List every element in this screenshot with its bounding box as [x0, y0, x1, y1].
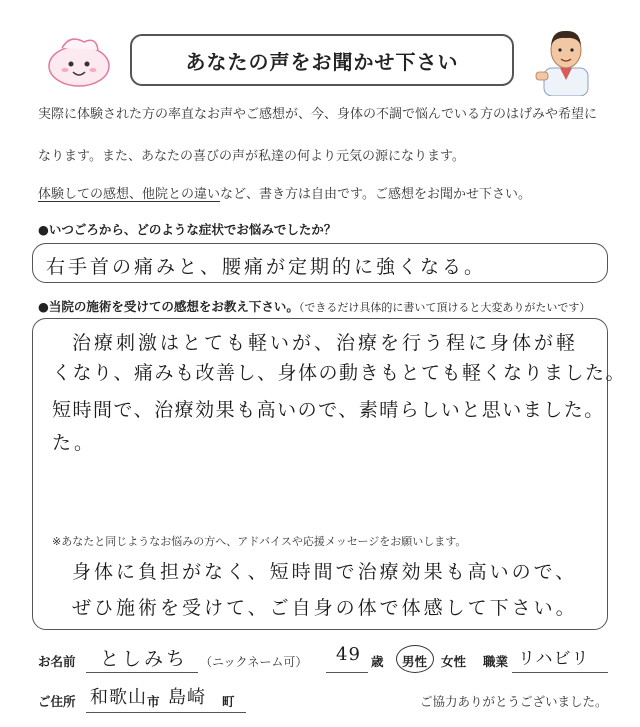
address-underline	[86, 712, 246, 713]
address-city: 和歌山	[90, 687, 147, 708]
thanks-text: ご協力ありがとうございました。	[420, 694, 608, 709]
nickname-note: （ニックネーム可）	[200, 655, 308, 669]
message-line-2: ぜひ施術を受けて、ご自身の体で体感して下さい。	[72, 597, 578, 619]
message-sub-label: ※あなたと同じようなお悩みの方へ、アドバイスや応援メッセージをお願いします。	[52, 535, 467, 548]
intro-line-1: 実際に体験された方の率直なお声やご感想が、今、身体の不調で悩んでいる方のはげみや希望に	[38, 107, 598, 122]
answer-1-text: 右手首の痛みと、腰痛が定期的に強くなる。	[46, 256, 487, 278]
address-town: 島崎	[168, 687, 206, 708]
mascot-illustration	[40, 30, 118, 92]
name-value: としみち	[100, 648, 189, 670]
answer-2-line-3: 短時間で、治療効果も高いので、素晴らしいと思いました。	[52, 399, 605, 421]
page-title: あなたの声をお聞かせ下さい	[130, 34, 514, 86]
job-underline	[512, 672, 608, 673]
answer-2-line-4: た。	[52, 432, 97, 454]
intro-line-2: なります。また、あなたの喜びの声が私達の何より元気の源になります。	[38, 149, 465, 164]
message-line-1: 身体に負担がなく、短時間で治療効果も高いので、	[72, 561, 578, 583]
age-value: 49	[336, 644, 361, 665]
intro-line-3-underlined: 体験しての感想、他院との違い	[38, 187, 221, 202]
doctor-illustration	[534, 22, 598, 96]
age-label: 歳	[371, 654, 384, 669]
address-label: ご住所	[38, 694, 76, 709]
town-suffix: 町	[222, 694, 235, 709]
city-suffix: 市	[147, 694, 160, 709]
name-underline	[86, 672, 198, 673]
gender-male-option: 男性	[402, 654, 428, 669]
gender-female-option: 女性	[441, 654, 467, 669]
intro-line-3	[38, 183, 531, 202]
intro-line-3-rest: など、書き方は自由です。ご感想をお聞かせ下さい。	[220, 187, 531, 202]
question-1-label: ●いつごろから、どのような症状でお悩みでしたか？	[38, 222, 337, 237]
age-underline	[326, 672, 368, 673]
job-label: 職業	[483, 654, 509, 669]
name-label: お名前	[38, 654, 76, 669]
answer-2-line-1: 治療刺激はとても軽いが、治療を行う程に身体が軽	[72, 332, 579, 354]
question-2-text: ●当院の施術を受けての感想をお教え下さい。	[38, 299, 299, 314]
question-2-label	[38, 297, 590, 315]
job-value: リハビリ	[518, 649, 590, 669]
answer-2-line-2: くなり、痛みも改善し、身体の動きもとても軽くなりました。	[52, 362, 627, 384]
question-2-note: （できるだけ具体的に書いて頂けると大変ありがたいです）	[298, 301, 591, 314]
